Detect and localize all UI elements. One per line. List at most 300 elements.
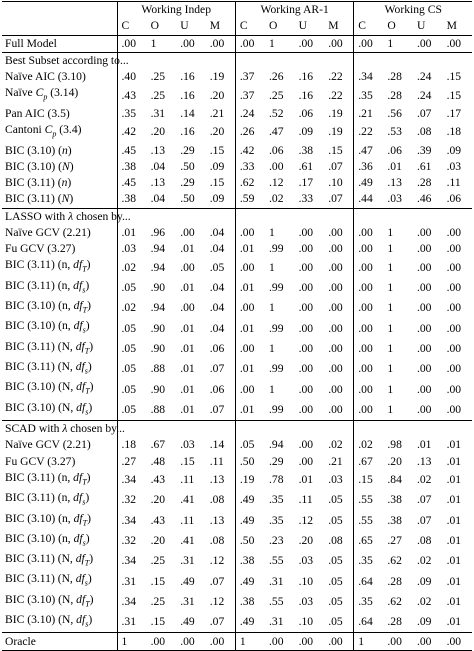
value-cell: .18 — [446, 125, 462, 139]
value-cell: .43 — [150, 513, 166, 527]
value-cell: .01 — [446, 554, 462, 568]
value-cell: .31 — [150, 106, 166, 120]
subcolumn-header-row — [2, 18, 472, 35]
value-cell: .01 — [235, 278, 265, 298]
value-cell: .16 — [180, 70, 195, 84]
value-cell: .00 — [235, 298, 265, 318]
value-cell: .31 — [117, 612, 147, 633]
value-cell: .49 — [354, 175, 384, 191]
empty-cell — [413, 420, 443, 437]
value-cell: .50 — [235, 454, 265, 470]
value-cell: .33 — [235, 159, 265, 175]
value-cell: .01 — [446, 438, 462, 452]
value-cell: .50 — [180, 192, 195, 206]
value-cell: .00 — [298, 454, 314, 468]
value-cell: .49 — [235, 571, 265, 591]
value-cell: .27 — [117, 454, 147, 470]
value-cell: .55 — [269, 594, 284, 608]
empty-cell — [147, 52, 177, 69]
section-header-row — [2, 52, 472, 69]
empty-cell — [147, 420, 177, 437]
value-cell: .49 — [180, 574, 195, 588]
value-cell: .04 — [209, 280, 225, 294]
value-cell: .10 — [298, 615, 314, 629]
value-cell: .61 — [416, 159, 432, 173]
value-cell: .42 — [117, 122, 147, 142]
value-cell: .00 — [235, 257, 265, 277]
value-cell: .05 — [117, 379, 147, 399]
value-cell: .42 — [235, 142, 265, 158]
value-cell: .00 — [354, 318, 384, 338]
table-body — [2, 35, 472, 650]
value-cell: .00 — [298, 280, 314, 294]
value-cell: .47 — [354, 142, 384, 158]
value-cell: .17 — [298, 176, 314, 190]
row-label: BIC (3.10) (N) — [5, 159, 74, 173]
value-cell: .12 — [298, 513, 314, 527]
value-cell: .03 — [298, 554, 314, 568]
value-cell: .29 — [269, 454, 284, 468]
value-cell: .00 — [328, 321, 343, 335]
value-cell: .35 — [269, 513, 284, 527]
value-cell: .25 — [150, 88, 166, 102]
value-cell: .16 — [298, 70, 314, 84]
value-cell: .01 — [446, 615, 462, 629]
value-cell: .31 — [180, 594, 195, 608]
value-cell: .00 — [180, 301, 195, 315]
empty-cell — [443, 208, 473, 225]
value-cell: .40 — [117, 69, 147, 85]
value-cell: .00 — [235, 225, 265, 241]
value-cell: .20 — [150, 125, 166, 139]
value-cell: .02 — [354, 437, 384, 453]
value-cell: .00 — [180, 260, 195, 274]
value-cell: .01 — [180, 341, 195, 355]
row-label: BIC (3.11) (n, $df_s$) — [5, 491, 90, 507]
value-cell: .01 — [235, 400, 265, 421]
value-cell: .10 — [298, 574, 314, 588]
value-cell: .43 — [117, 85, 147, 105]
value-cell: .45 — [117, 142, 147, 158]
value-cell: .00 — [354, 241, 384, 257]
value-cell: .01 — [180, 242, 195, 256]
value-cell: .20 — [150, 533, 166, 547]
value-cell: .14 — [209, 438, 225, 452]
value-cell: .18 — [117, 437, 147, 453]
value-cell: .05 — [235, 437, 265, 453]
value-cell: .00 — [413, 35, 443, 52]
value-cell: .49 — [235, 511, 265, 531]
value-cell: .31 — [269, 574, 284, 588]
value-cell: .43 — [150, 473, 166, 487]
value-cell: .06 — [446, 192, 462, 206]
value-cell: .01 — [180, 402, 195, 416]
value-cell: .59 — [235, 191, 265, 208]
value-cell: .38 — [387, 493, 402, 507]
value-cell: .62 — [235, 175, 265, 191]
value-cell: .09 — [209, 192, 225, 206]
empty-cell — [413, 208, 443, 225]
value-cell: .19 — [328, 125, 343, 139]
empty-cell — [206, 420, 236, 437]
value-cell: .38 — [117, 191, 147, 208]
value-cell: .26 — [235, 122, 265, 142]
value-cell: .00 — [328, 242, 343, 256]
value-cell: .55 — [354, 511, 384, 531]
value-cell: .00 — [176, 35, 206, 52]
value-cell: .26 — [269, 70, 284, 84]
value-cell: .05 — [328, 594, 343, 608]
empty-cell — [443, 52, 473, 69]
value-cell: .49 — [235, 490, 265, 510]
value-cell: .65 — [354, 531, 384, 551]
value-cell: .67 — [150, 438, 166, 452]
group-header-working-ar1: Working AR-1 — [235, 2, 353, 19]
value-cell: .06 — [387, 143, 402, 157]
table-row — [2, 490, 472, 510]
value-cell: .62 — [387, 554, 402, 568]
value-cell: .14 — [180, 106, 195, 120]
value-cell: .28 — [387, 574, 402, 588]
value-cell: .88 — [150, 402, 166, 416]
row-label: BIC (3.10) (n, $df_T$) — [5, 299, 91, 315]
value-cell: .11 — [180, 513, 195, 527]
value-cell: .35 — [354, 85, 384, 105]
row-label: BIC (3.10) (N, $df_s$) — [5, 400, 93, 416]
value-cell: .15 — [150, 615, 166, 629]
value-cell: .00 — [446, 341, 462, 355]
value-cell: .04 — [150, 192, 166, 206]
value-cell: .01 — [387, 159, 402, 173]
value-cell: .50 — [235, 531, 265, 551]
subcolumn-header: U — [180, 19, 189, 33]
value-cell: .94 — [269, 438, 284, 452]
empty-cell — [176, 208, 206, 225]
value-cell: .13 — [209, 513, 225, 527]
value-cell: .67 — [354, 454, 384, 470]
corner-cell — [2, 2, 117, 19]
value-cell: .07 — [328, 192, 343, 206]
table-row — [2, 400, 472, 421]
value-cell: .01 — [446, 454, 462, 468]
value-cell: .00 — [298, 382, 314, 396]
empty-cell — [383, 208, 413, 225]
value-cell: .00 — [298, 341, 314, 355]
value-cell: .21 — [328, 454, 343, 468]
value-cell: .90 — [150, 382, 166, 396]
value-cell: .24 — [235, 106, 265, 122]
value-cell: .00 — [298, 226, 314, 240]
row-label: BIC (3.11) (N) — [5, 192, 74, 206]
value-cell: .48 — [150, 454, 166, 468]
value-cell: .94 — [150, 301, 166, 315]
value-cell: 1 — [269, 341, 275, 355]
subcolumn-header: U — [416, 19, 426, 33]
value-cell: .22 — [328, 70, 343, 84]
value-cell: .01 — [235, 318, 265, 338]
value-cell: .15 — [446, 88, 462, 102]
value-cell: .38 — [235, 551, 265, 571]
value-cell: .01 — [446, 533, 462, 547]
value-cell: .08 — [416, 125, 432, 139]
empty-cell — [176, 52, 206, 69]
value-cell: .23 — [269, 533, 284, 547]
row-label: BIC (3.10) (N, $df_T$) — [5, 592, 94, 609]
value-cell: .01 — [180, 280, 195, 294]
empty-cell — [235, 420, 265, 437]
value-cell: .37 — [235, 69, 265, 85]
value-cell: .52 — [269, 106, 284, 120]
empty-cell — [265, 208, 295, 225]
value-cell: .99 — [269, 280, 284, 294]
value-cell: 1 — [383, 35, 413, 52]
value-cell: .02 — [269, 192, 284, 206]
value-cell: .20 — [209, 125, 225, 139]
table-row — [2, 175, 472, 191]
table-row — [2, 437, 472, 453]
value-cell: .05 — [117, 318, 147, 338]
value-cell: .41 — [180, 533, 195, 547]
value-cell: .50 — [180, 159, 195, 173]
row-label: Naïve $C_p$ (3.14) — [5, 86, 79, 102]
value-cell: .34 — [117, 592, 147, 612]
row-label: BIC (3.10) (n, $df_T$) — [5, 511, 91, 527]
value-cell: .02 — [117, 257, 147, 277]
value-cell: .01 — [235, 241, 265, 257]
value-cell: .03 — [387, 192, 402, 206]
value-cell: .05 — [117, 400, 147, 421]
empty-cell — [443, 420, 473, 437]
value-cell: .08 — [209, 493, 225, 507]
empty-cell — [324, 52, 354, 69]
value-cell: .00 — [354, 339, 384, 359]
value-cell: .22 — [354, 122, 384, 142]
group-header-row — [2, 2, 472, 19]
value-cell: .36 — [354, 159, 384, 175]
row-label: BIC (3.10) (n) — [5, 143, 72, 157]
value-cell: .00 — [176, 633, 206, 650]
value-cell: .07 — [416, 493, 432, 507]
row-label: BIC (3.11) (n) — [5, 176, 72, 190]
value-cell: .00 — [328, 301, 343, 315]
value-cell: .46 — [416, 192, 432, 206]
value-cell: .99 — [269, 362, 284, 376]
value-cell: .53 — [387, 125, 402, 139]
empty-cell — [383, 420, 413, 437]
row-label: BIC (3.11) (N, $df_s$) — [5, 360, 92, 376]
row-label: Naïve GCV (2.21) — [5, 438, 91, 452]
row-label: Naïve GCV (2.21) — [5, 226, 91, 240]
value-cell: .00 — [446, 260, 462, 274]
value-cell: .00 — [180, 226, 195, 240]
value-cell: .00 — [383, 633, 413, 650]
value-cell: .00 — [328, 280, 343, 294]
value-cell: 1 — [387, 341, 394, 355]
table-row — [2, 69, 472, 85]
row-label: BIC (3.11) (n, $df_T$) — [5, 258, 91, 274]
value-cell: .15 — [180, 454, 195, 468]
value-cell: .90 — [150, 341, 166, 355]
value-cell: .00 — [328, 260, 343, 274]
value-cell: .03 — [180, 438, 195, 452]
value-cell: .02 — [117, 298, 147, 318]
value-cell: .09 — [209, 159, 225, 173]
value-cell: .00 — [298, 362, 314, 376]
value-cell: 1 — [387, 402, 394, 416]
value-cell: .00 — [354, 278, 384, 298]
empty-cell — [265, 420, 295, 437]
row-label: BIC (3.11) (n, $df_s$) — [5, 278, 90, 295]
value-cell: .00 — [328, 382, 343, 396]
value-cell: 1 — [265, 35, 295, 52]
group-header-working-indep: Working Indep — [117, 2, 235, 19]
row-label: BIC (3.10) (N, $df_T$) — [5, 380, 94, 396]
value-cell: .00 — [416, 301, 432, 315]
value-cell: .34 — [117, 470, 147, 490]
value-cell: .33 — [298, 192, 314, 206]
subcolumn-header: M — [209, 19, 221, 33]
row-label: BIC (3.10) (n, $df_s$) — [5, 319, 90, 335]
empty-cell — [176, 420, 206, 437]
value-cell: .13 — [387, 176, 402, 190]
row-label: Cantoni $C_p$ (3.4) — [5, 123, 82, 139]
section-title: LASSO with λ chosen by... — [2, 208, 117, 225]
value-cell: .00 — [446, 280, 462, 294]
value-cell: .78 — [269, 473, 284, 487]
value-cell: .24 — [416, 88, 432, 102]
value-cell: .12 — [209, 594, 225, 608]
value-cell: .19 — [235, 470, 265, 490]
value-cell: .20 — [387, 454, 402, 468]
value-cell: .00 — [443, 633, 473, 650]
value-cell: .47 — [269, 125, 284, 139]
value-cell: .00 — [298, 260, 314, 274]
value-cell: .07 — [209, 615, 225, 629]
row-label: Oracle — [2, 633, 117, 650]
value-cell: .00 — [416, 242, 432, 256]
value-cell: .28 — [387, 615, 402, 629]
table-row — [2, 612, 472, 633]
value-cell: .56 — [387, 106, 402, 120]
value-cell: .01 — [446, 513, 462, 527]
value-cell: .00 — [416, 362, 432, 376]
value-cell: .00 — [354, 225, 384, 241]
value-cell: .61 — [298, 159, 314, 173]
value-cell: .38 — [117, 159, 147, 175]
value-cell: .41 — [180, 493, 195, 507]
value-cell: .27 — [387, 533, 402, 547]
empty-cell — [295, 208, 325, 225]
value-cell: .06 — [209, 382, 225, 396]
value-cell: .07 — [209, 574, 225, 588]
value-cell: .15 — [354, 470, 384, 490]
table-row — [2, 359, 472, 379]
full-model-row — [2, 35, 472, 52]
value-cell: .13 — [209, 473, 225, 487]
value-cell: .00 — [416, 321, 432, 335]
table-row — [2, 592, 472, 612]
value-cell: .15 — [209, 143, 225, 157]
value-cell: 1 — [269, 226, 275, 240]
value-cell: .00 — [446, 402, 462, 416]
value-cell: .34 — [354, 69, 384, 85]
value-cell: .04 — [209, 242, 225, 256]
value-cell: .10 — [328, 176, 343, 190]
value-cell: .01 — [446, 574, 462, 588]
value-cell: .09 — [416, 615, 432, 629]
empty-cell — [383, 52, 413, 69]
value-cell: .98 — [387, 438, 402, 452]
value-cell: .01 — [235, 359, 265, 379]
value-cell: .28 — [387, 88, 402, 102]
value-cell: .00 — [298, 438, 314, 452]
value-cell: .31 — [117, 571, 147, 591]
section-title: Best Subset according to... — [2, 52, 117, 69]
value-cell: .00 — [413, 633, 443, 650]
value-cell: .02 — [416, 554, 432, 568]
value-cell: .62 — [387, 594, 402, 608]
value-cell: 1 — [387, 321, 394, 335]
value-cell: .00 — [354, 400, 384, 421]
value-cell: .01 — [298, 473, 314, 487]
value-cell: .02 — [416, 594, 432, 608]
oracle-row — [2, 633, 472, 650]
value-cell: .00 — [446, 321, 462, 335]
value-cell: .05 — [117, 359, 147, 379]
value-cell: .05 — [117, 339, 147, 359]
row-label: BIC (3.11) (N, $df_s$) — [5, 572, 92, 588]
row-label: BIC (3.11) (n, $df_T$) — [5, 470, 91, 487]
value-cell: .99 — [269, 402, 284, 416]
empty-cell — [206, 208, 236, 225]
value-cell: .01 — [180, 382, 195, 396]
value-cell: .07 — [209, 402, 225, 416]
value-cell: .02 — [416, 473, 432, 487]
table-row — [2, 571, 472, 591]
value-cell: .07 — [328, 159, 343, 173]
value-cell: 1 — [387, 260, 394, 274]
empty-cell — [235, 208, 265, 225]
value-cell: .00 — [117, 35, 147, 52]
value-cell: .03 — [446, 159, 462, 173]
empty-cell — [413, 52, 443, 69]
value-cell: .31 — [269, 615, 284, 629]
value-cell: .00 — [328, 226, 343, 240]
value-cell: .00 — [298, 402, 314, 416]
value-cell: 1 — [354, 633, 384, 650]
value-cell: .00 — [269, 159, 284, 173]
value-cell: 1 — [387, 226, 394, 240]
table-row — [2, 379, 472, 399]
value-cell: .01 — [446, 594, 462, 608]
value-cell: .49 — [235, 612, 265, 633]
value-cell: .00 — [354, 379, 384, 399]
value-cell: .02 — [328, 438, 343, 452]
value-cell: .25 — [269, 88, 284, 102]
value-cell: .01 — [446, 473, 462, 487]
value-cell: .35 — [269, 493, 284, 507]
value-cell: .90 — [150, 321, 166, 335]
value-cell: .21 — [354, 106, 384, 122]
subcolumn-header: O — [387, 19, 396, 33]
value-cell: .31 — [180, 554, 195, 568]
value-cell: .11 — [298, 493, 313, 507]
value-cell: .00 — [206, 633, 236, 650]
empty-cell — [354, 420, 384, 437]
row-label: Fu GCV (3.27) — [5, 242, 76, 256]
value-cell: .35 — [354, 551, 384, 571]
table-row — [2, 551, 472, 571]
